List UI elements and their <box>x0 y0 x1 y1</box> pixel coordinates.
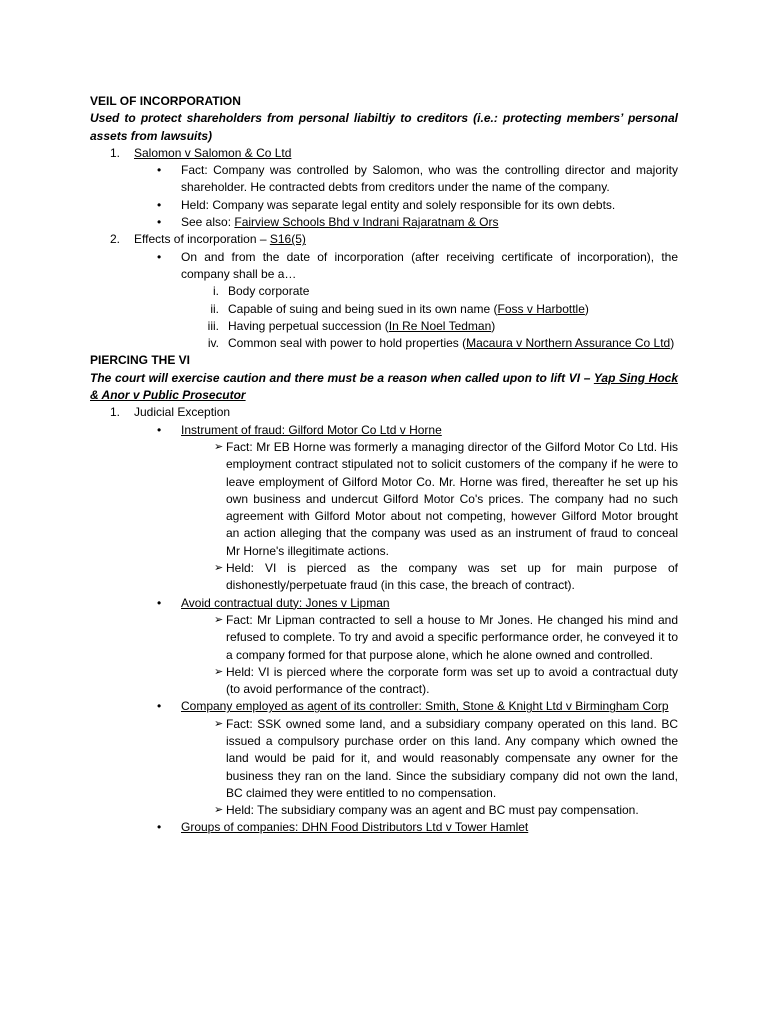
point-text: Held: The subsidiary company was an agent and BC must pay compensation. <box>226 803 639 818</box>
effect-item <box>181 283 678 300</box>
judicial-exception-label: Judicial Exception <box>134 405 231 420</box>
point-item <box>181 802 678 819</box>
list-item <box>90 231 678 352</box>
case-fairview: Fairview Schools Bhd v Indrani Rajaratnam & Ors <box>234 215 499 230</box>
point-item <box>181 612 678 664</box>
effect-item <box>181 301 678 318</box>
effect-item <box>181 318 678 335</box>
arrow-icon: ➢ <box>214 804 224 817</box>
piercing-heading: PIERCING THE VI <box>90 353 191 368</box>
effect-text: Capable of suing and being sued in its own name ( <box>228 301 498 316</box>
piercing-intro <box>90 370 678 405</box>
arrow-icon: ➢ <box>214 717 224 730</box>
bullet-icon: • <box>157 820 162 835</box>
bullet-icon: • <box>157 595 162 610</box>
point-item <box>181 664 678 699</box>
effects-list <box>181 283 678 352</box>
effect-text: Body corporate <box>228 284 310 299</box>
document-content <box>90 93 678 837</box>
point-text: Fact: Mr Lipman contracted to sell a house to Mr Jones. He changed his mind and refused to complete. To try and avoid a specific performance order, he conveyed it to a company formed for that purpose alone, which he alone owned and controlled. <box>226 612 678 662</box>
point-text: Held: VI is pierced where the corporate form was set up to avoid a contractual duty (to avoid performance of the contract). <box>226 664 678 697</box>
case-yap-sing-hock: Yap Sing Hock & Anor v Public Prosecutor <box>90 370 679 403</box>
bullet-icon: • <box>157 699 162 714</box>
bullet-icon: • <box>157 249 162 264</box>
section-heading: Company employed as agent of its controller: Smith, Stone & Knight Ltd v Birmingham Corp <box>181 699 669 714</box>
effects-intro: On and from the date of incorporation (after receiving certificate of incorporation), the company shall be a… <box>181 249 678 281</box>
case-tedman: In Re Noel Tedman <box>388 318 492 333</box>
arrow-icon: ➢ <box>214 562 224 575</box>
piercing-intro-text: The court will exercise caution and there must be a reason when called upon to lift VI – <box>90 370 594 385</box>
bullet-icon: • <box>157 197 162 212</box>
section-points <box>181 716 678 820</box>
point-item <box>181 439 678 560</box>
effect-suffix: ) <box>491 318 496 333</box>
bullet-item <box>134 214 678 231</box>
arrow-icon: ➢ <box>214 665 224 678</box>
case-salomon: Salomon v Salomon & Co Ltd <box>134 145 292 160</box>
veil-intro: Used to protect shareholders from personal liabiltiy to creditors (i.e.: protecting members’ personal assets from lawsuits) <box>90 111 678 143</box>
point-text: Fact: SSK owned some land, and a subsidiary company operated on this land. BC issued a compulsory purchase order on this land. Any company which owned the land would be paid for it, and would reasonably compensate any owner for the business they ran on the land. Since the subsidiary company did not own the land, BC claimed they were entitled to no compensation. <box>226 716 678 800</box>
bullet-icon: • <box>157 215 162 230</box>
point-item <box>181 716 678 802</box>
arrow-icon: ➢ <box>214 440 224 453</box>
bullet-icon: • <box>157 163 162 178</box>
bullet-icon: • <box>157 422 162 437</box>
bullet-item <box>134 162 678 197</box>
bullet-item <box>134 249 678 353</box>
list-marker: 1. <box>110 145 121 160</box>
arrow-icon: ➢ <box>214 613 224 626</box>
list-item <box>90 404 678 836</box>
section-points <box>181 612 678 698</box>
point-item <box>181 560 678 595</box>
salomon-bullets <box>134 162 678 231</box>
see-also-label: See also: <box>181 215 235 230</box>
point-text: Fact: Mr EB Horne was formerly a managing director of the Gilford Motor Co Ltd. His employment contract stipulated not to solicit customers of the company if he were to leave employment of Gilford Motor Co. Mr. Horne was fired, thereafter he set up his own business and undercut Gilford Motor Co's prices. The company had no such agreement with Gilford Motor about not competing, however Gilford Motor brought an action alleging that the company was used as an instrument of fraud to conceal Mr Horne's illegitimate actions. <box>226 439 678 558</box>
section-heading: Groups of companies: DHN Food Distributors Ltd v Tower Hamlet <box>181 820 529 835</box>
section-lipman <box>134 595 678 699</box>
effects-label: Effects of incorporation – <box>134 232 270 247</box>
piercing-list <box>90 404 678 836</box>
roman-numeral: i. <box>213 284 219 299</box>
section-points <box>181 439 678 595</box>
section-ssk <box>134 698 678 819</box>
roman-numeral: iv. <box>207 336 219 351</box>
case-foss: Foss v Harbottle <box>497 301 585 316</box>
bullet-item <box>134 197 678 214</box>
section-gilford <box>134 422 678 595</box>
salomon-held: Held: Company was separate legal entity and solely responsible for its own debts. <box>181 197 616 212</box>
effects-bullets <box>134 249 678 353</box>
point-text: Held: VI is pierced as the company was set up for main purpose of dishonestly/perpetuate fraud (in this case, the breach of contract). <box>226 561 678 593</box>
list-item <box>90 145 678 231</box>
section-dhn <box>134 819 678 836</box>
section-ref: S16(5) <box>269 232 306 247</box>
effect-suffix: ) <box>584 301 589 316</box>
exception-sections <box>134 422 678 837</box>
case-macaura: Macaura v Northern Assurance Co Ltd <box>466 336 671 351</box>
list-marker: 2. <box>110 232 121 247</box>
veil-list <box>90 145 678 353</box>
roman-numeral: ii. <box>210 301 219 316</box>
salomon-fact: Fact: Company was controlled by Salomon, who was the controlling director and majority shareholder. He contracted debts from creditors under the name of the company. <box>181 163 678 195</box>
effect-text: Common seal with power to hold properties ( <box>228 336 467 351</box>
effect-text: Having perpetual succession ( <box>228 318 389 333</box>
effect-suffix: ) <box>670 336 675 351</box>
veil-heading: VEIL OF INCORPORATION <box>90 94 241 108</box>
roman-numeral: iii. <box>207 318 219 333</box>
effect-item <box>181 335 678 352</box>
section-heading: Avoid contractual duty: Jones v Lipman <box>181 595 390 610</box>
list-marker: 1. <box>110 405 121 420</box>
section-heading: Instrument of fraud: Gilford Motor Co Ltd v Horne <box>181 422 442 437</box>
